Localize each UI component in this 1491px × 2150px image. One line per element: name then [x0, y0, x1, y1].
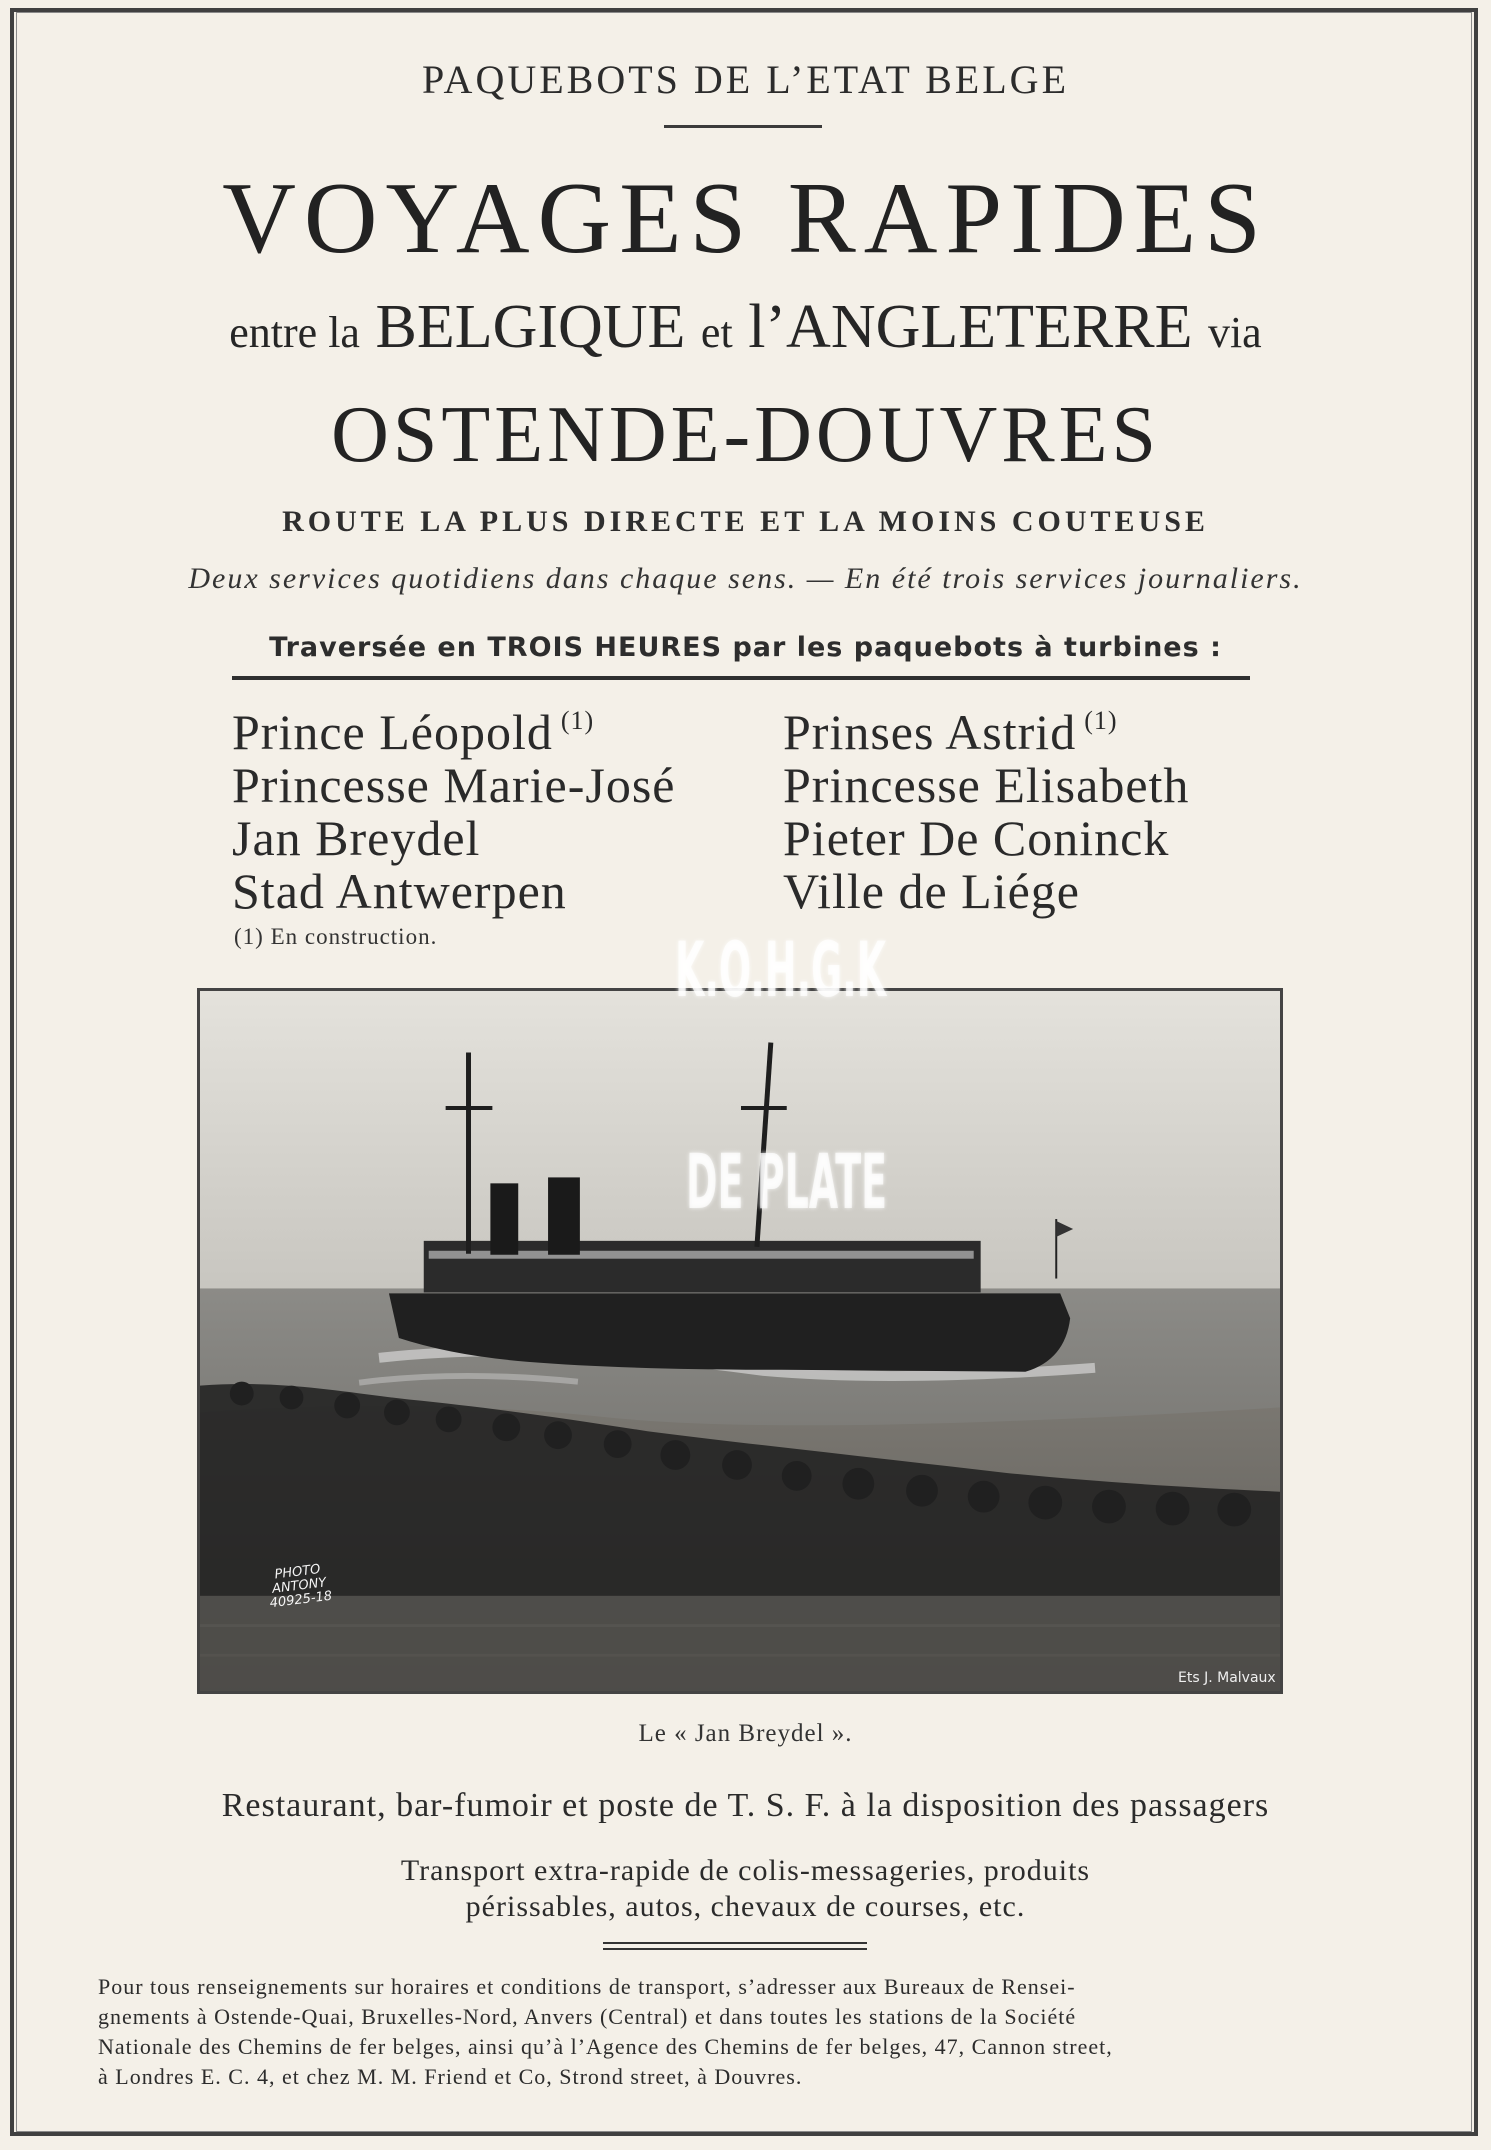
info-line: à Londres E. C. 4, et chez M. M. Friend et Co, Strond street, à Douvres. [98, 2064, 803, 2089]
main-title: VOYAGES RAPIDES [222, 162, 1269, 275]
info-line: Nationale des Chemins de fer belges, ainsi qu’à l’Agence des Chemins de fer belges, 47, Cannon street, [98, 2034, 1113, 2059]
transport-line: périssables, autos, chevaux de courses, etc. [465, 1890, 1026, 1923]
info-line: Pour tous renseignements sur horaires et conditions de transport, s’adresser aux Bureaux de Rensei- [98, 1974, 1076, 1999]
funnel-rear [548, 1177, 580, 1254]
ship-name: Prince Léopold [232, 704, 553, 760]
photo-credit-right: Ets J. Malvaux [1178, 1670, 1276, 1686]
ship-item [232, 812, 792, 865]
ship-item [783, 759, 1343, 812]
ship-name: Prinses Astrid [783, 704, 1077, 760]
transport-line: Transport extra-rapide de colis-messageries, produits [400, 1854, 1091, 1887]
photo-credit-left: PHOTO ANTONY 40925-18 [268, 1561, 333, 1612]
ship-photo-illustration [200, 991, 1280, 1691]
ship-note: (1) [560, 706, 595, 735]
pier-foreground [200, 1596, 1280, 1691]
crossing-line: Traversée en TROIS HEURES par les paquebots à turbines : [269, 632, 1222, 663]
header-rule [664, 125, 822, 128]
ship-item [783, 865, 1343, 918]
info-line: gnements à Ostende-Quai, Bruxelles-Nord, Anvers (Central) et dans toutes les stations de la Société [98, 2004, 1077, 2029]
ship-item [232, 694, 792, 759]
sub-title-left: entre la [229, 308, 360, 357]
ship-item [232, 865, 792, 918]
transport-block [0, 1853, 1491, 1925]
ship-item [232, 759, 792, 812]
ship-item [783, 694, 1343, 759]
watermark-line-2: DE PLATE [686, 1138, 888, 1226]
sub-title-belgique: BELGIQUE [375, 293, 686, 361]
double-rule [603, 1942, 867, 1950]
sub-title-right: via [1207, 308, 1262, 357]
ship-photo [197, 988, 1283, 1694]
sub-title-angleterre: l’ANGLETERRE [748, 293, 1193, 361]
crossing-rule [232, 676, 1250, 680]
ship-name: Princesse Marie-José [232, 757, 676, 813]
info-block [98, 1972, 1418, 2092]
construction-note: (1) En construction. [234, 924, 438, 949]
funnel-front [490, 1183, 518, 1254]
ships-left-column [232, 694, 792, 918]
ship-name: Ville de Liége [783, 863, 1080, 919]
sub-title [0, 292, 1491, 363]
ship-name: Pieter De Coninck [783, 810, 1170, 866]
ship-item [783, 812, 1343, 865]
header-top-line: PAQUEBOTS DE L’ETAT BELGE [421, 57, 1069, 102]
route-subtitle: ROUTE LA PLUS DIRECTE ET LA MOINS COUTEUSE [282, 505, 1209, 538]
ship-note: (1) [1084, 706, 1118, 735]
ship-name: Stad Antwerpen [232, 863, 567, 919]
ship-name: Princesse Elisabeth [783, 757, 1190, 813]
ship-name: Jan Breydel [232, 810, 481, 866]
photo-caption: Le « Jan Breydel ». [638, 1720, 853, 1747]
ships-right-column [783, 694, 1343, 918]
service-line: Deux services quotidiens dans chaque sens. — En été trois services journaliers. [188, 562, 1303, 595]
sub-title-middle: et [700, 308, 733, 357]
watermark-line-1: K.O.H.G.K [675, 926, 887, 1014]
amenities-line: Restaurant, bar-fumoir et poste de T. S. F. à la disposition des passagers [221, 1787, 1270, 1824]
route-title: OSTENDE-DOUVRES [331, 391, 1160, 479]
